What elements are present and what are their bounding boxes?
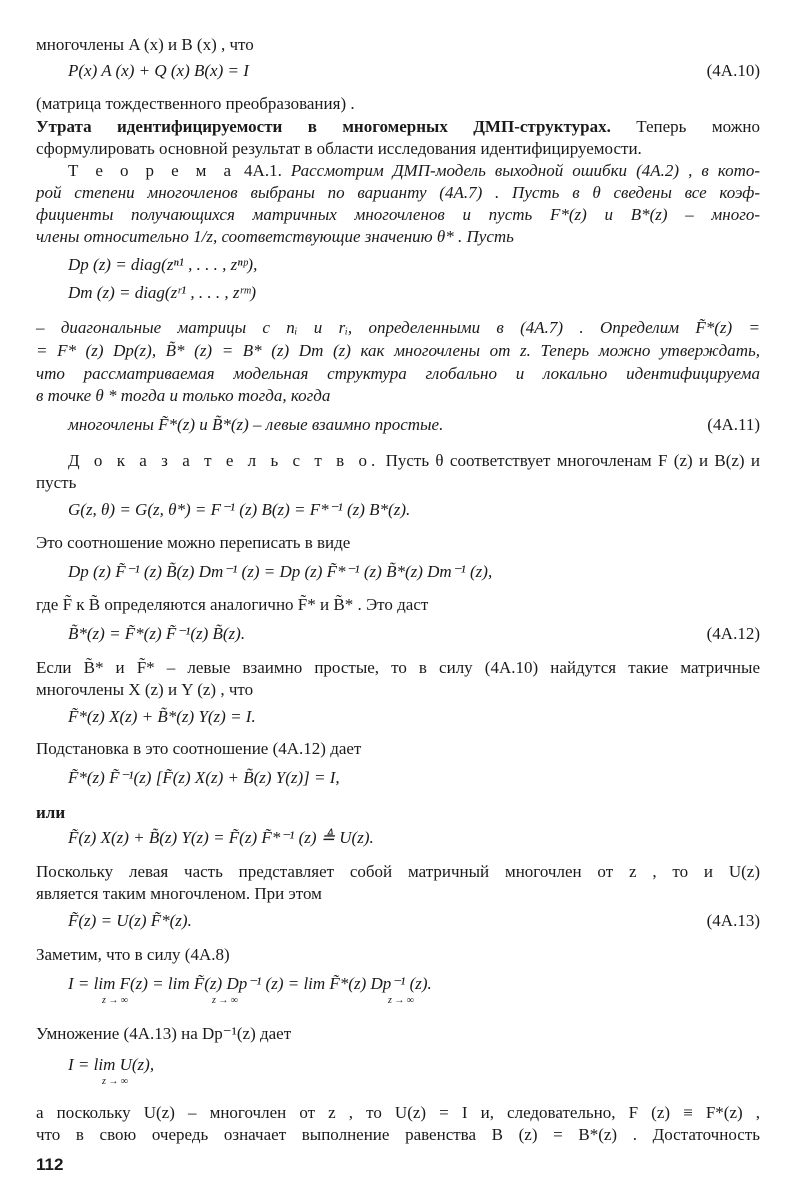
page-number: 112 bbox=[36, 1155, 64, 1174]
text-line: члены относительно 1/z, соответствующие значению θ* . Пусть bbox=[36, 227, 514, 246]
text-line: а поскольку U(z) – многочлен от z , то U(z) = I и, следовательно, F (z) ≡ F*(z) , bbox=[36, 1103, 760, 1122]
text-line: (матрица тождественного преобразования) . bbox=[36, 94, 355, 113]
text-line: что рассматриваемая модельная структура глобально и локально идентифицируема bbox=[36, 364, 760, 383]
text-line bbox=[36, 116, 760, 138]
proof-label: Д о к а з а т е л ь с т в о. bbox=[68, 451, 380, 470]
equation-number: (4А.12) bbox=[706, 624, 760, 643]
text-line: Умножение (4А.13) на Dp⁻¹(z) дает bbox=[36, 1024, 292, 1043]
text-line: Подстановка в это соотношение (4А.12) дает bbox=[36, 739, 362, 758]
text-line: в точке θ * тогда и только тогда, когда bbox=[36, 386, 331, 405]
text-line: Поскольку левая часть представляет собой матричный многочлен от z , то и U(z) bbox=[36, 862, 760, 881]
equation: F̃*(z) F̃⁻¹(z) [F̃(z) X(z) + B̃(z) Y(z)] = I, bbox=[68, 768, 340, 787]
equation-limit-u: I = lim U(z), bbox=[68, 1055, 155, 1074]
equation-dm: Dm (z) = diag(zʳ¹ , . . . , zʳᵐ) bbox=[68, 283, 256, 302]
equation-limits: I = lim F(z) = lim F̃(z) Dp⁻¹ (z) = lim F̃*(z) Dp⁻¹ (z). bbox=[68, 974, 432, 993]
limit-subscript: z → ∞ bbox=[102, 1076, 129, 1087]
text-line: многочлены X (z) и Y (z) , что bbox=[36, 680, 254, 699]
limit-subscript: z → ∞ bbox=[388, 995, 415, 1006]
text-line: Если B̃* и F̃* – левые взаимно простые, то в силу (4А.10) найдутся такие матричные bbox=[36, 658, 760, 677]
text-line: или bbox=[36, 803, 66, 822]
theorem-number: 4А.1. bbox=[244, 161, 282, 180]
theorem-label: Т е о р е м а bbox=[68, 161, 235, 180]
equation-4a10: P(x) A (x) + Q (x) B(x) = I bbox=[68, 61, 249, 80]
text-line: Это соотношение можно переписать в виде bbox=[36, 533, 351, 552]
text-span: Теперь можно bbox=[636, 117, 760, 136]
text-line: Заметим, что в силу (4А.8) bbox=[36, 945, 230, 964]
equation: F̃*(z) X(z) + B̃*(z) Y(z) = I. bbox=[68, 707, 256, 726]
text-line: – диагональные матрицы с nᵢ и rᵢ, определенными в (4А.7) . Определим F̃*(z) = bbox=[36, 318, 760, 337]
text-line: сформулировать основной результат в области исследования идентифицируемости. bbox=[36, 139, 642, 158]
limit-subscript: z → ∞ bbox=[102, 995, 129, 1006]
section-heading: Утрата идентифицируемости в многомерных ДМП-структурах. bbox=[36, 117, 611, 136]
theorem-condition: многочлены F̃*(z) и B̃*(z) – левые взаимно простые. bbox=[68, 415, 444, 434]
equation: G(z, θ) = G(z, θ*) = F⁻¹ (z) B(z) = F*⁻¹ (z) B*(z). bbox=[68, 500, 411, 519]
theorem-line bbox=[68, 160, 760, 182]
text-line: = F* (z) Dp(z), B̃* (z) = B* (z) Dm (z) как многочлены от z. Теперь можно утверждать, bbox=[36, 341, 760, 360]
text-line: рой степени многочленов выбраны по варианту (4А.7) . Пусть в θ сведены все коэф- bbox=[36, 183, 760, 202]
equation: Dp (z) F̃⁻¹ (z) B̃(z) Dm⁻¹ (z) = Dp (z) F̃*⁻¹ (z) B̃*(z) Dm⁻¹ (z), bbox=[68, 562, 493, 581]
text-line: пусть bbox=[36, 473, 77, 492]
text-line: что в свою очередь означает выполнение равенства B (z) = B*(z) . Достаточность bbox=[36, 1125, 760, 1144]
equation-4a13: F̃(z) = U(z) F̃*(z). bbox=[68, 911, 192, 930]
text-line: является таким многочленом. При этом bbox=[36, 884, 322, 903]
text-span: Пусть θ соответствует многочленам F (z) и B(z) и bbox=[385, 451, 761, 470]
equation-4a12: B̃*(z) = F̃*(z) F̃⁻¹(z) B̃(z). bbox=[68, 624, 246, 643]
equation-number: (4А.13) bbox=[706, 911, 760, 930]
equation: F̃(z) X(z) + B̃(z) Y(z) = F̃(z) F̃*⁻¹ (z) ≜ U(z). bbox=[68, 828, 374, 847]
limit-subscript: z → ∞ bbox=[212, 995, 239, 1006]
text-line: фициенты получающихся матричных многочленов и пусть F*(z) и B*(z) – много- bbox=[36, 205, 760, 224]
text-line: многочлены A (x) и B (x) , что bbox=[36, 35, 254, 54]
text-line: где F̃ к B̃ определяются аналогично F̃* и B̃* . Это даст bbox=[36, 595, 429, 614]
proof-line bbox=[68, 450, 760, 472]
equation-number: (4А.10) bbox=[706, 61, 760, 80]
equation-dp: Dp (z) = diag(zⁿ¹ , . . . , zⁿᵖ), bbox=[68, 255, 258, 274]
text-span: Рассмотрим ДМП-модель выходной ошибки (4А.2) , в кото- bbox=[290, 161, 761, 180]
equation-number: (4А.11) bbox=[707, 415, 760, 434]
